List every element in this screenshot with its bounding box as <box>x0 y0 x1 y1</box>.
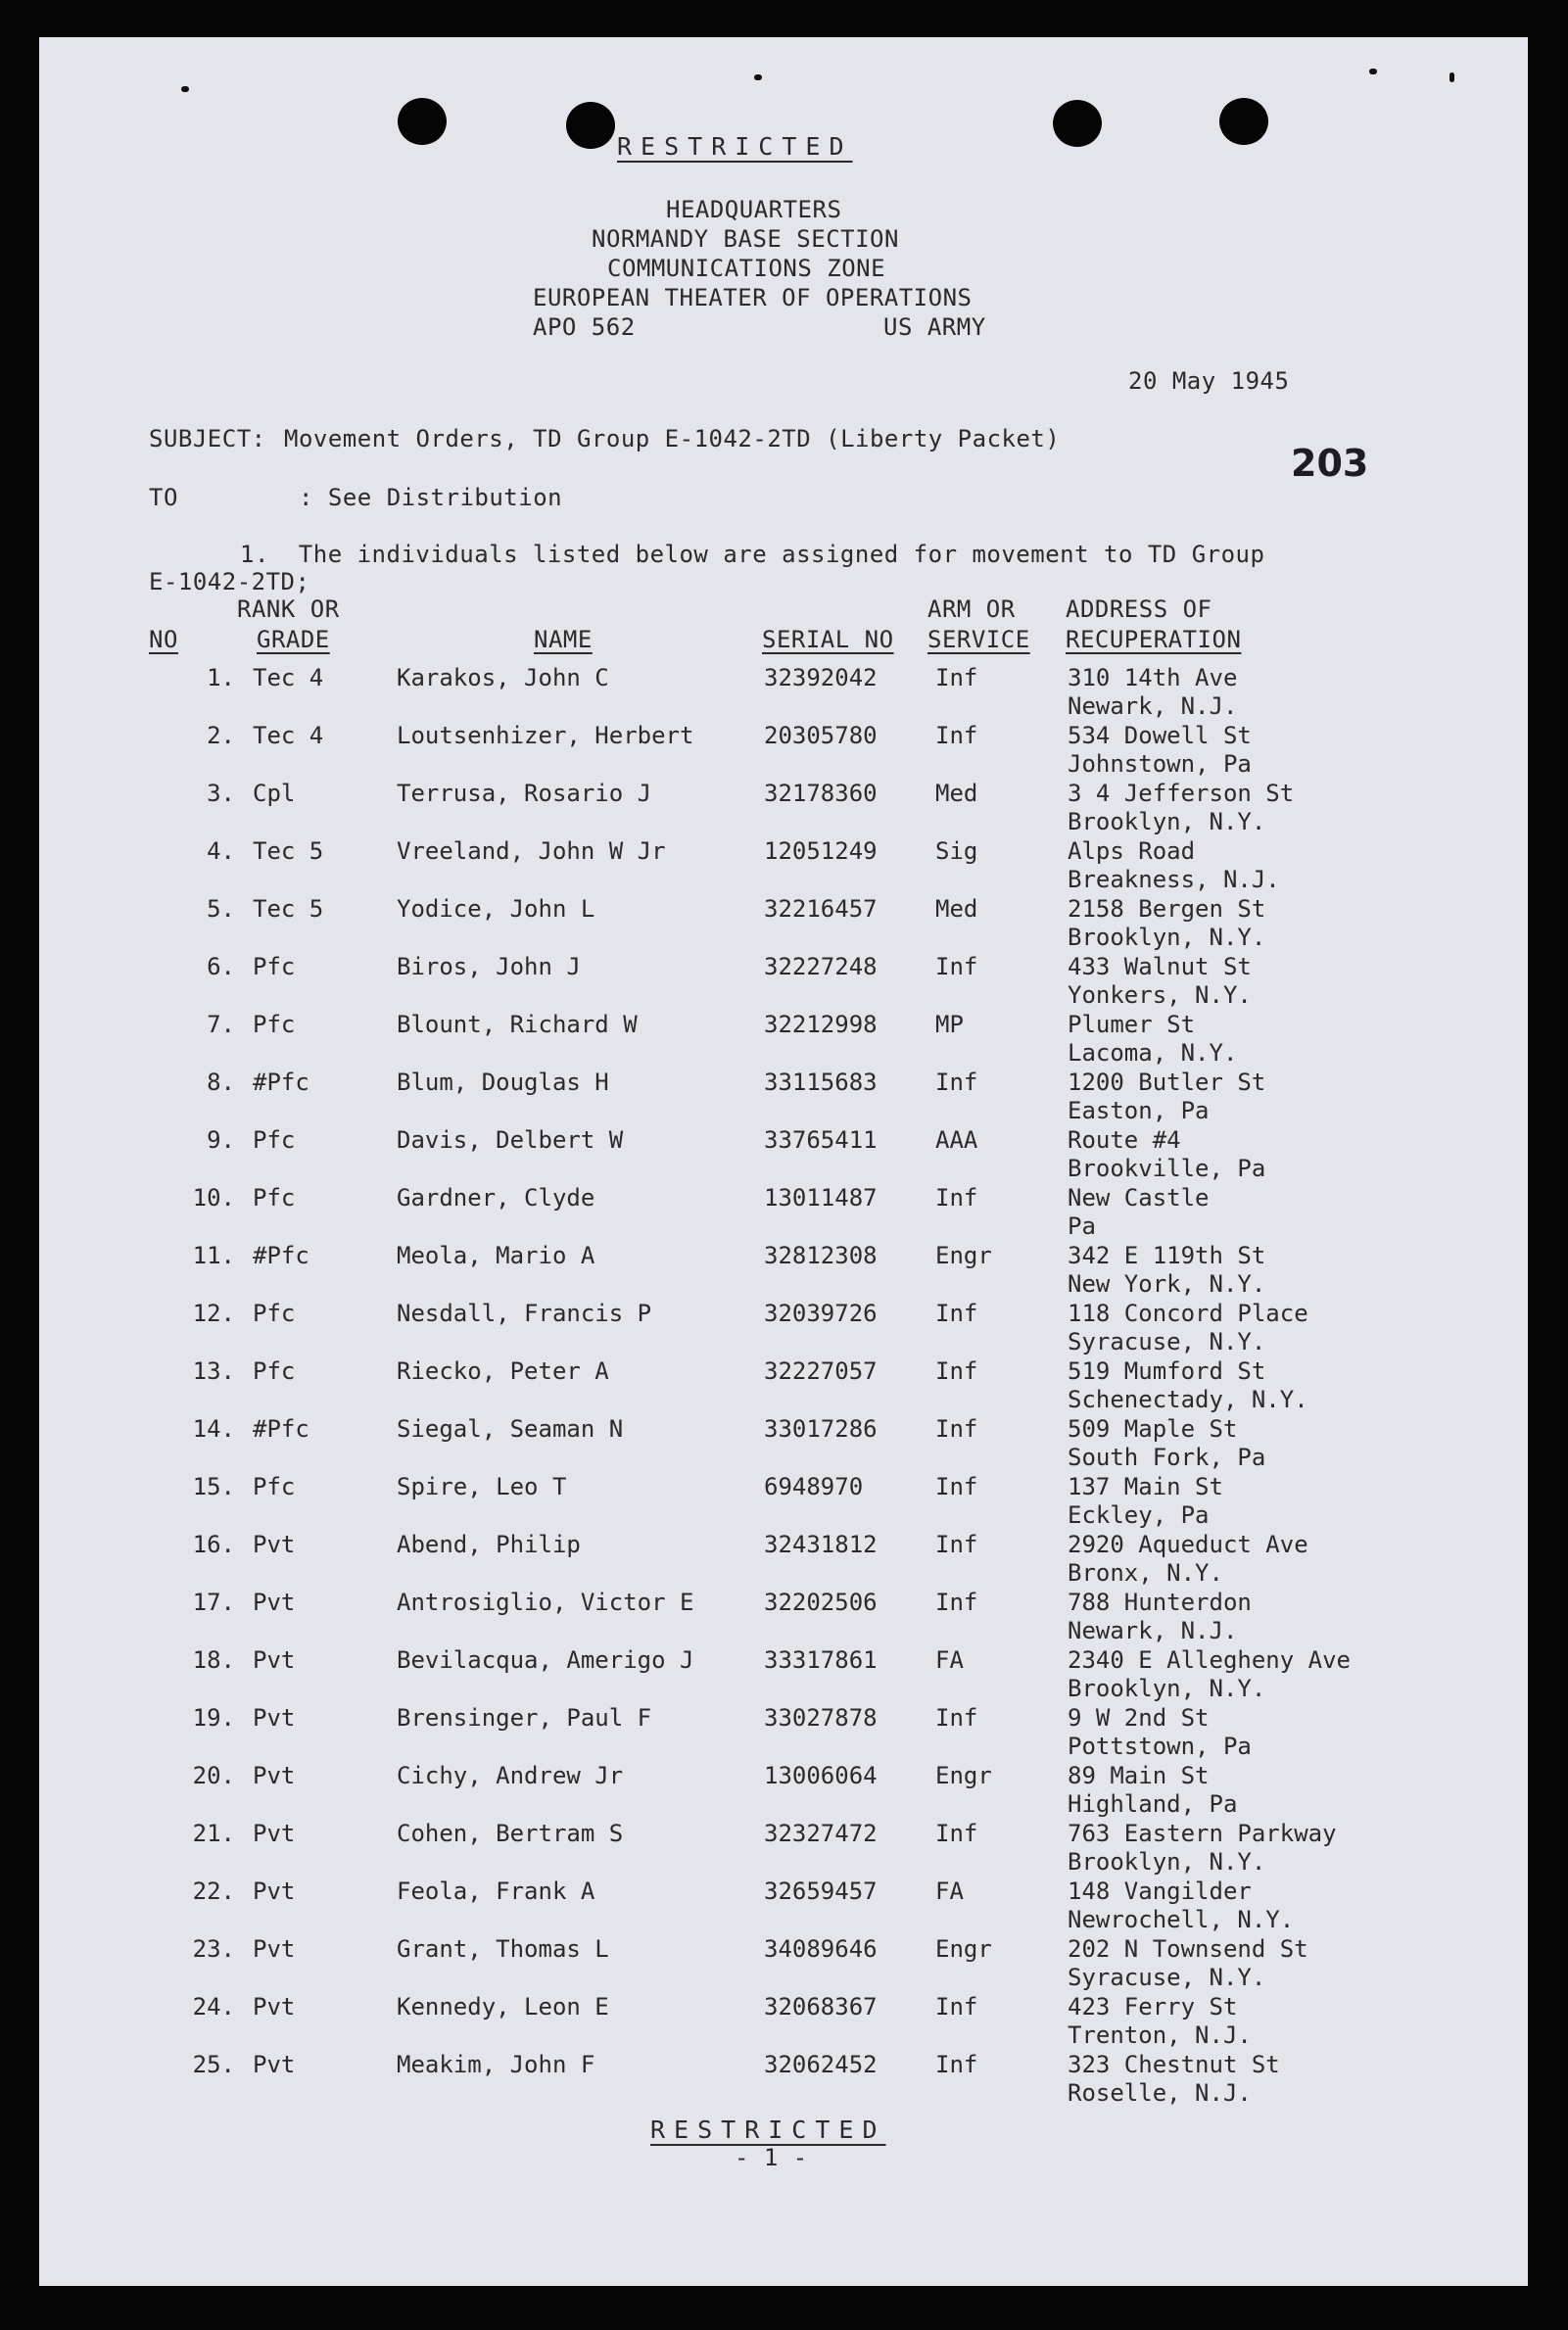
service-cell: Inf <box>935 1531 978 1558</box>
service-cell: Engr <box>935 1242 992 1269</box>
name-cell: Karakos, John C <box>397 664 609 691</box>
row-number: 22. <box>192 1878 235 1905</box>
address-line-1: 788 Hunterdon <box>1068 1589 1252 1616</box>
army-label: US ARMY <box>883 313 986 341</box>
table-row <box>39 953 1528 1012</box>
rank-cell: #Pfc <box>253 1242 309 1269</box>
address-line-1: 2340 E Allegheny Ave <box>1068 1646 1351 1674</box>
name-cell: Spire, Leo T <box>397 1473 567 1500</box>
punch-hole <box>1219 98 1268 145</box>
table-row <box>39 2051 1528 2110</box>
address-line-1: New Castle <box>1068 1184 1210 1212</box>
address-line-1: 89 Main St <box>1068 1762 1210 1789</box>
to-text: : See Distribution <box>299 484 563 511</box>
table-row <box>39 1820 1528 1878</box>
address-line-1: 2158 Bergen St <box>1068 895 1266 923</box>
name-cell: Abend, Philip <box>397 1531 581 1558</box>
service-cell: Engr <box>935 1935 992 1963</box>
address-cell <box>1068 1935 1308 1992</box>
address-line-2: Schenectady, N.Y. <box>1068 1386 1308 1413</box>
service-cell: Inf <box>935 1993 978 2021</box>
header-rank-top: RANK OR <box>237 595 340 623</box>
address-line-2: South Fork, Pa <box>1068 1444 1266 1471</box>
service-cell: FA <box>935 1878 964 1905</box>
name-cell: Kennedy, Leon E <box>397 1993 609 2021</box>
address-cell <box>1068 2051 1280 2108</box>
address-cell <box>1068 1473 1223 1530</box>
rank-cell: Tec 4 <box>253 664 324 691</box>
ink-speck <box>1369 69 1377 74</box>
address-line-1: 763 Eastern Parkway <box>1068 1820 1337 1847</box>
address-line-1: 323 Chestnut St <box>1068 2051 1280 2078</box>
address-cell <box>1068 664 1237 721</box>
address-cell <box>1068 1415 1265 1472</box>
service-cell: Med <box>935 895 978 923</box>
address-line-1: 1200 Butler St <box>1068 1069 1266 1096</box>
serial-cell: 32327472 <box>764 1820 878 1847</box>
row-number: 21. <box>192 1820 235 1847</box>
address-cell <box>1068 1300 1308 1356</box>
service-cell: Inf <box>935 1820 978 1847</box>
address-line-1: 202 N Townsend St <box>1068 1935 1308 1963</box>
service-cell: MP <box>935 1011 964 1038</box>
table-row <box>39 1646 1528 1705</box>
service-cell: Inf <box>935 1704 978 1732</box>
rank-cell: Pvt <box>253 1531 296 1558</box>
address-line-2: Highland, Pa <box>1068 1790 1238 1818</box>
service-cell: Inf <box>935 1415 978 1443</box>
rank-cell: Pfc <box>253 1300 296 1327</box>
address-line-1: 148 Vangilder <box>1068 1878 1252 1905</box>
service-cell: Inf <box>935 1069 978 1096</box>
table-row <box>39 1069 1528 1127</box>
row-number: 15. <box>192 1473 235 1500</box>
serial-cell: 32062452 <box>764 2051 878 2078</box>
table-row <box>39 1242 1528 1301</box>
row-number: 18. <box>192 1646 235 1674</box>
address-line-1: 118 Concord Place <box>1068 1300 1308 1327</box>
table-row <box>39 1473 1528 1532</box>
serial-cell: 32039726 <box>764 1300 878 1327</box>
row-number: 9. <box>207 1126 235 1154</box>
address-line-2: Brooklyn, N.Y. <box>1068 1848 1266 1876</box>
serial-cell: 32212998 <box>764 1011 878 1038</box>
name-cell: Meakim, John F <box>397 2051 595 2078</box>
address-cell <box>1068 1184 1210 1241</box>
rank-cell: Pvt <box>253 1993 296 2021</box>
service-cell: Engr <box>935 1762 992 1789</box>
serial-cell: 33017286 <box>764 1415 878 1443</box>
serial-cell: 32216457 <box>764 895 878 923</box>
row-number: 10. <box>192 1184 235 1212</box>
address-line-2: Newark, N.J. <box>1068 692 1238 720</box>
address-line-2: Brooklyn, N.Y. <box>1068 924 1266 951</box>
page-stamp-number: 203 <box>1291 442 1369 485</box>
address-line-2: Roselle, N.J. <box>1068 2079 1252 2107</box>
ink-speck <box>754 74 762 80</box>
table-row <box>39 1415 1528 1474</box>
rank-cell: Cpl <box>253 780 296 807</box>
rank-cell: #Pfc <box>253 1415 309 1443</box>
address-line-2: Syracuse, N.Y. <box>1068 1964 1266 1991</box>
table-row <box>39 780 1528 838</box>
serial-cell: 32392042 <box>764 664 878 691</box>
row-number: 20. <box>192 1762 235 1789</box>
name-cell: Meola, Mario A <box>397 1242 595 1269</box>
address-cell <box>1068 1646 1351 1703</box>
serial-cell: 32178360 <box>764 780 878 807</box>
address-line-2: Brooklyn, N.Y. <box>1068 808 1266 835</box>
to-label: TO <box>149 484 178 511</box>
ink-speck <box>181 86 189 92</box>
row-number: 19. <box>192 1704 235 1732</box>
row-number: 4. <box>207 837 235 865</box>
rank-cell: Pfc <box>253 1126 296 1154</box>
row-number: 1. <box>207 664 235 691</box>
name-cell: Brensinger, Paul F <box>397 1704 652 1732</box>
rank-cell: Pvt <box>253 2051 296 2078</box>
serial-cell: 32227248 <box>764 953 878 980</box>
rank-cell: Pfc <box>253 1011 296 1038</box>
serial-cell: 33027878 <box>764 1704 878 1732</box>
name-cell: Terrusa, Rosario J <box>397 780 652 807</box>
org-line: HEADQUARTERS <box>666 196 842 223</box>
address-line-2: Easton, Pa <box>1068 1097 1210 1124</box>
name-cell: Grant, Thomas L <box>397 1935 609 1963</box>
serial-cell: 33115683 <box>764 1069 878 1096</box>
header-arm-top: ARM OR <box>927 595 1016 623</box>
rank-cell: Pvt <box>253 1704 296 1732</box>
serial-cell: 34089646 <box>764 1935 878 1963</box>
address-cell <box>1068 1589 1252 1645</box>
address-line-1: Alps Road <box>1068 837 1196 865</box>
name-cell: Blount, Richard W <box>397 1011 638 1038</box>
serial-cell: 20305780 <box>764 722 878 749</box>
address-line-1: Route #4 <box>1068 1126 1181 1154</box>
service-cell: Sig <box>935 837 978 865</box>
address-cell <box>1068 1762 1237 1819</box>
serial-cell: 6948970 <box>764 1473 864 1500</box>
address-line-2: Bronx, N.Y. <box>1068 1559 1223 1587</box>
name-cell: Yodice, John L <box>397 895 595 923</box>
table-row <box>39 664 1528 723</box>
rank-cell: Pvt <box>253 1646 296 1674</box>
service-cell: AAA <box>935 1126 978 1154</box>
table-row <box>39 722 1528 781</box>
address-line-1: 509 Maple St <box>1068 1415 1238 1443</box>
service-cell: Inf <box>935 1357 978 1385</box>
name-cell: Blum, Douglas H <box>397 1069 609 1096</box>
row-number: 12. <box>192 1300 235 1327</box>
row-number: 7. <box>207 1011 235 1038</box>
row-number: 2. <box>207 722 235 749</box>
address-line-1: 342 E 119th St <box>1068 1242 1266 1269</box>
service-cell: Med <box>935 780 978 807</box>
document-page <box>39 37 1528 2286</box>
rank-cell: Pfc <box>253 1184 296 1212</box>
address-line-2: Johnstown, Pa <box>1068 750 1252 778</box>
serial-cell: 32202506 <box>764 1589 878 1616</box>
ink-speck <box>1449 72 1454 82</box>
serial-cell: 32431812 <box>764 1531 878 1558</box>
address-line-1: 519 Mumford St <box>1068 1357 1266 1385</box>
address-line-2: Pa <box>1068 1213 1096 1240</box>
org-line: NORMANDY BASE SECTION <box>592 225 899 253</box>
table-row <box>39 837 1528 896</box>
header-address-bottom: RECUPERATION <box>1066 626 1242 653</box>
service-cell: FA <box>935 1646 964 1674</box>
address-line-2: Yonkers, N.Y. <box>1068 981 1252 1009</box>
service-cell: Inf <box>935 1184 978 1212</box>
rank-cell: Pfc <box>253 1473 296 1500</box>
address-line-2: Pottstown, Pa <box>1068 1733 1252 1760</box>
rank-cell: Tec 5 <box>253 837 324 865</box>
name-cell: Vreeland, John W Jr <box>397 837 666 865</box>
address-line-2: Newark, N.J. <box>1068 1617 1238 1644</box>
name-cell: Bevilacqua, Amerigo J <box>397 1646 694 1674</box>
address-cell <box>1068 722 1252 779</box>
service-cell: Inf <box>935 1589 978 1616</box>
row-number: 8. <box>207 1069 235 1096</box>
address-line-2: Brookville, Pa <box>1068 1155 1266 1182</box>
address-cell <box>1068 1357 1308 1414</box>
service-cell: Inf <box>935 664 978 691</box>
address-line-1: 433 Walnut St <box>1068 953 1252 980</box>
paragraph-line: 1. The individuals listed below are assigned for movement to TD Group <box>240 541 1265 568</box>
name-cell: Siegal, Seaman N <box>397 1415 624 1443</box>
name-cell: Biros, John J <box>397 953 581 980</box>
subject-label: SUBJECT: <box>149 425 266 452</box>
name-cell: Loutsenhizer, Herbert <box>397 722 694 749</box>
apo-number: APO 562 <box>533 313 636 341</box>
address-cell <box>1068 1011 1237 1068</box>
row-number: 17. <box>192 1589 235 1616</box>
table-row <box>39 1935 1528 1994</box>
address-line-2: New York, N.Y. <box>1068 1270 1266 1298</box>
service-cell: Inf <box>935 1300 978 1327</box>
address-line-1: 534 Dowell St <box>1068 722 1252 749</box>
address-cell <box>1068 837 1280 894</box>
serial-cell: 33765411 <box>764 1126 878 1154</box>
service-cell: Inf <box>935 722 978 749</box>
address-cell <box>1068 895 1265 952</box>
row-number: 23. <box>192 1935 235 1963</box>
punch-hole <box>1053 100 1102 147</box>
row-number: 6. <box>207 953 235 980</box>
serial-cell: 12051249 <box>764 837 878 865</box>
serial-cell: 32659457 <box>764 1878 878 1905</box>
serial-cell: 13011487 <box>764 1184 878 1212</box>
address-cell <box>1068 1878 1294 1934</box>
document-date: 20 May 1945 <box>1128 367 1290 395</box>
table-row <box>39 1011 1528 1070</box>
header-rank-bottom: GRADE <box>257 626 330 653</box>
org-line: EUROPEAN THEATER OF OPERATIONS <box>533 284 973 311</box>
name-cell: Gardner, Clyde <box>397 1184 595 1212</box>
table-row <box>39 895 1528 954</box>
row-number: 14. <box>192 1415 235 1443</box>
classification-top: RESTRICTED <box>617 132 853 161</box>
rank-cell: Tec 4 <box>253 722 324 749</box>
address-line-1: 2920 Aqueduct Ave <box>1068 1531 1308 1558</box>
table-row <box>39 1184 1528 1243</box>
address-line-2: Breakness, N.J. <box>1068 866 1280 893</box>
address-line-2: Eckley, Pa <box>1068 1501 1210 1529</box>
serial-cell: 32812308 <box>764 1242 878 1269</box>
row-number: 13. <box>192 1357 235 1385</box>
address-line-2: Lacoma, N.Y. <box>1068 1039 1238 1067</box>
row-number: 24. <box>192 1993 235 2021</box>
table-row <box>39 1878 1528 1936</box>
address-line-2: Syracuse, N.Y. <box>1068 1328 1266 1355</box>
name-cell: Feola, Frank A <box>397 1878 595 1905</box>
rank-cell: Pvt <box>253 1820 296 1847</box>
name-cell: Riecko, Peter A <box>397 1357 609 1385</box>
address-cell <box>1068 1242 1265 1299</box>
page-number: - 1 - <box>735 2144 808 2171</box>
address-cell <box>1068 1704 1252 1761</box>
serial-cell: 33317861 <box>764 1646 878 1674</box>
punch-hole <box>398 98 447 145</box>
table-row <box>39 1704 1528 1763</box>
rank-cell: #Pfc <box>253 1069 309 1096</box>
rank-cell: Pfc <box>253 1357 296 1385</box>
address-cell <box>1068 780 1294 836</box>
address-line-1: Plumer St <box>1068 1011 1196 1038</box>
rank-cell: Pvt <box>253 1762 296 1789</box>
address-cell <box>1068 1820 1337 1877</box>
header-no: NO <box>149 626 178 653</box>
service-cell: Inf <box>935 1473 978 1500</box>
rank-cell: Tec 5 <box>253 895 324 923</box>
table-row <box>39 1531 1528 1590</box>
paragraph-line: E-1042-2TD; <box>149 568 310 595</box>
table-row <box>39 1993 1528 2052</box>
header-serial: SERIAL NO <box>762 626 894 653</box>
address-cell <box>1068 1069 1265 1125</box>
address-cell <box>1068 1126 1265 1183</box>
classification-bottom: RESTRICTED <box>650 2116 886 2144</box>
header-arm-bottom: SERVICE <box>927 626 1030 653</box>
row-number: 25. <box>192 2051 235 2078</box>
table-row <box>39 1762 1528 1821</box>
address-line-2: Newrochell, N.Y. <box>1068 1906 1295 1933</box>
address-line-2: Trenton, N.J. <box>1068 2021 1252 2049</box>
address-line-1: 3 4 Jefferson St <box>1068 780 1295 807</box>
row-number: 5. <box>207 895 235 923</box>
rank-cell: Pvt <box>253 1878 296 1905</box>
service-cell: Inf <box>935 953 978 980</box>
name-cell: Cichy, Andrew Jr <box>397 1762 624 1789</box>
service-cell: Inf <box>935 2051 978 2078</box>
address-line-1: 423 Ferry St <box>1068 1993 1238 2021</box>
serial-cell: 32227057 <box>764 1357 878 1385</box>
name-cell: Nesdall, Francis P <box>397 1300 652 1327</box>
address-line-1: 137 Main St <box>1068 1473 1223 1500</box>
header-address-top: ADDRESS OF <box>1066 595 1212 623</box>
table-row <box>39 1126 1528 1185</box>
rank-cell: Pfc <box>253 953 296 980</box>
org-line: COMMUNICATIONS ZONE <box>607 255 886 282</box>
address-line-1: 9 W 2nd St <box>1068 1704 1210 1732</box>
address-line-2: Brooklyn, N.Y. <box>1068 1675 1266 1702</box>
table-row <box>39 1357 1528 1416</box>
name-cell: Cohen, Bertram S <box>397 1820 624 1847</box>
name-cell: Antrosiglio, Victor E <box>397 1589 694 1616</box>
table-row <box>39 1300 1528 1358</box>
rank-cell: Pvt <box>253 1589 296 1616</box>
rank-cell: Pvt <box>253 1935 296 1963</box>
subject-text: Movement Orders, TD Group E-1042-2TD (Liberty Packet) <box>284 425 1061 452</box>
punch-hole <box>566 102 615 149</box>
row-number: 16. <box>192 1531 235 1558</box>
serial-cell: 13006064 <box>764 1762 878 1789</box>
address-line-1: 310 14th Ave <box>1068 664 1238 691</box>
name-cell: Davis, Delbert W <box>397 1126 624 1154</box>
header-name: NAME <box>534 626 593 653</box>
address-cell <box>1068 1993 1252 2050</box>
address-cell <box>1068 1531 1308 1588</box>
table-row <box>39 1589 1528 1647</box>
serial-cell: 32068367 <box>764 1993 878 2021</box>
address-cell <box>1068 953 1252 1010</box>
row-number: 3. <box>207 780 235 807</box>
row-number: 11. <box>192 1242 235 1269</box>
